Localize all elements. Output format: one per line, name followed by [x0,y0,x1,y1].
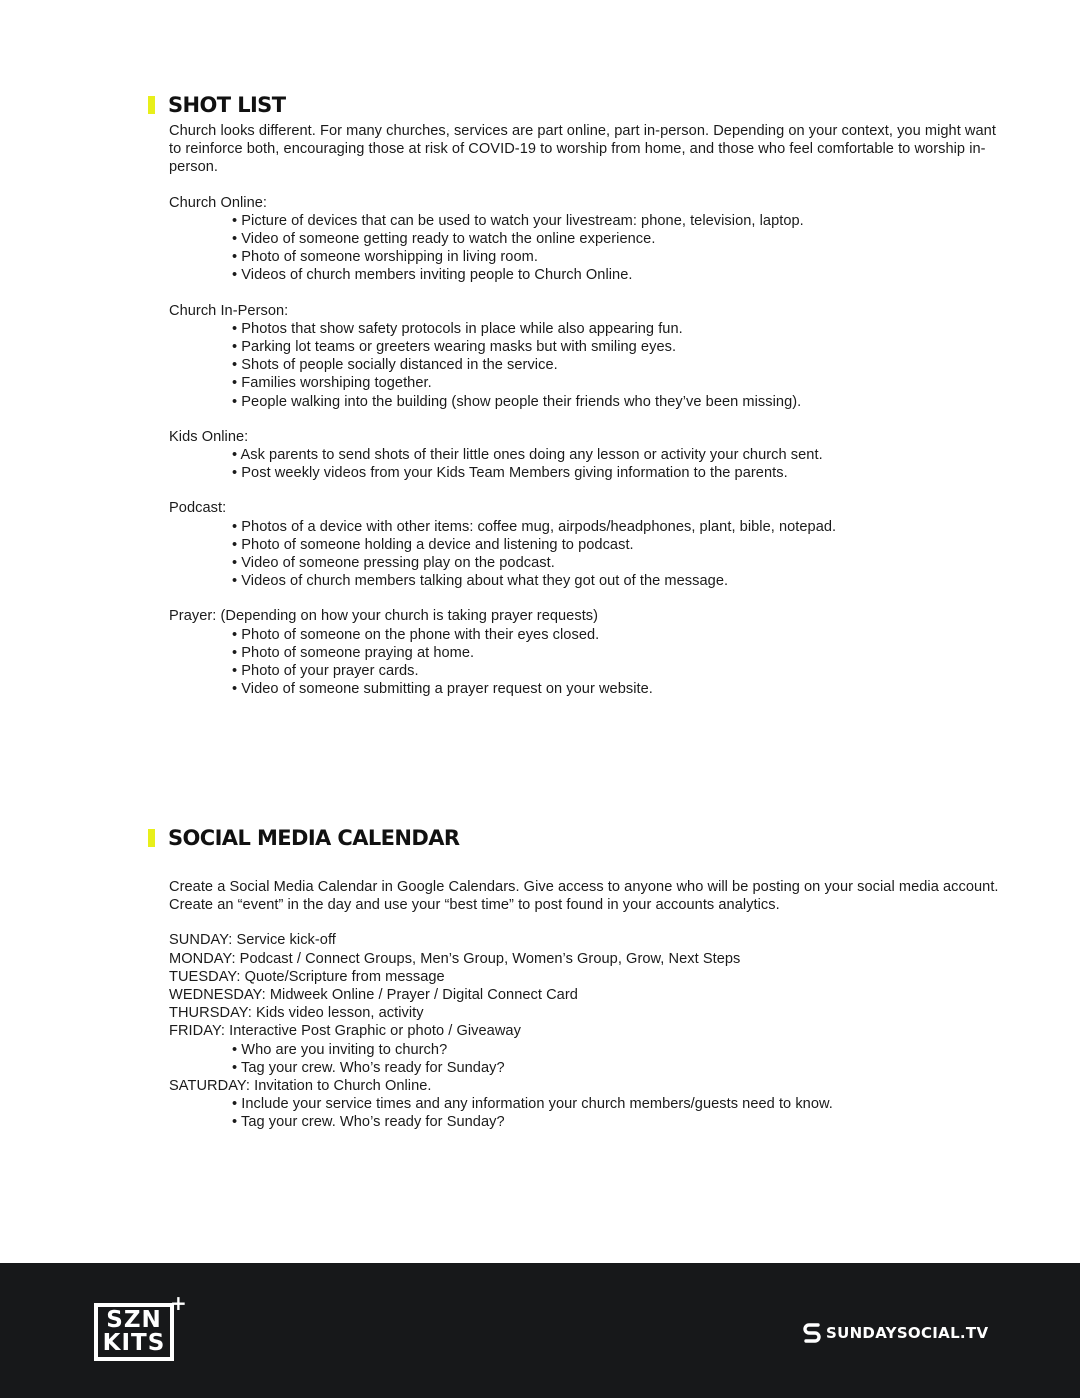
shot-group [169,428,999,483]
list-item-text: Shots of people socially distanced in the service. [241,357,558,374]
heading-accent-bar [148,829,155,847]
shot-list-title: SHOT LIST [168,93,286,117]
list-item [232,266,999,284]
shot-group-title: Church Online: [169,194,268,211]
list-item-text: Photo of someone worshipping in living room. [241,249,538,266]
list-item [232,230,999,248]
calendar-body [169,878,999,1132]
shot-list-heading [148,92,285,118]
szn-kits-logo [94,1291,187,1369]
heading-accent-bar [148,96,155,114]
bullet-list [169,320,999,411]
list-item [232,1041,999,1059]
bullet-list [169,1041,999,1077]
list-item-text: Photo of someone holding a device and listening to podcast. [241,536,634,553]
list-item [232,338,999,356]
bullet-list [169,626,999,699]
list-item-text: Families worshiping together. [241,375,432,392]
bullet-list [169,518,999,591]
list-item-text: Video of someone getting ready to watch the online experience. [241,231,656,248]
list-item [232,626,999,644]
shot-list-body [169,122,999,698]
list-item [232,374,999,392]
list-item [232,554,999,572]
list-item [232,320,999,338]
list-item-text: Videos of church members inviting people to Church Online. [241,267,633,284]
calendar-title: SOCIAL MEDIA CALENDAR [168,826,460,850]
shot-group-title: Church In-Person: [169,302,289,319]
shot-group [169,302,999,411]
calendar-day: FRIDAY: Interactive Post Graphic or photo / Giveaway [169,1023,521,1040]
list-item [232,464,999,482]
list-item [232,356,999,374]
shot-group [169,194,999,285]
list-item-text: Picture of devices that can be used to watch your livestream: phone, television, laptop. [241,212,804,229]
calendar-day: SATURDAY: Invitation to Church Online. [169,1078,432,1095]
sunday-social-logo [802,1321,988,1345]
footer [0,1263,1080,1398]
szn-logo-line1: SZN [106,1307,162,1333]
list-item [232,248,999,266]
shot-group-title: Kids Online: [169,428,249,445]
list-item-text: Photo of someone praying at home. [241,644,475,661]
calendar-day: WEDNESDAY: Midweek Online / Prayer / Digital Connect Card [169,987,578,1004]
list-item-text: Photos of a device with other items: coffee mug, airpods/headphones, plant, bible, notepad. [241,518,837,535]
shot-group [169,499,999,590]
site-url: SUNDAYSOCIAL.TV [826,1324,989,1342]
list-item-text: Tag your crew. Who’s ready for Sunday? [241,1059,505,1076]
shot-group-title: Prayer: (Depending on how your church is taking prayer requests) [169,608,599,625]
list-item-text: Video of someone pressing play on the podcast. [241,555,555,572]
list-item-text: People walking into the building (show people their friends who they’ve been missing). [241,393,802,410]
list-item-text: Parking lot teams or greeters wearing masks but with smiling eyes. [241,339,677,356]
list-item [232,1059,999,1077]
calendar-heading [148,825,459,851]
list-item-text: Photo of your prayer cards. [241,663,419,680]
list-item [232,644,999,662]
list-item [232,1095,999,1113]
list-item [232,572,999,590]
list-item-text: Include your service times and any information your church members/guests need to know. [241,1096,833,1113]
calendar-day: TUESDAY: Quote/Scripture from message [169,968,445,985]
list-item [232,662,999,680]
bullet-list [169,1095,999,1131]
list-item [232,680,999,698]
calendar-days [169,931,999,1131]
bullet-list [169,212,999,285]
list-item-text: Tag your crew. Who’s ready for Sunday? [241,1114,505,1131]
szn-kits-box [94,1303,174,1361]
list-item-text: Photo of someone on the phone with their eyes closed. [241,626,600,643]
list-item-text: Videos of church members talking about what they got out of the message. [241,573,729,590]
list-item [232,446,999,464]
list-item [232,212,999,230]
sunday-social-logo-icon [802,1321,822,1345]
calendar-day: THURSDAY: Kids video lesson, activity [169,1005,424,1022]
list-item-text: Photos that show safety protocols in place while also appearing fun. [241,320,683,337]
list-item-text: Video of someone submitting a prayer request on your website. [241,681,653,698]
calendar-day: SUNDAY: Service kick-off [169,932,336,949]
calendar-intro: Create a Social Media Calendar in Google Calendars. Give access to anyone who will be posting on your social media account. Create an “event” in the day and use your “best time” to post found in your accounts analytics. [169,879,999,914]
plus-icon: + [170,1291,187,1315]
list-item [232,518,999,536]
list-item [232,393,999,411]
szn-logo-line2: KITS [102,1330,166,1356]
list-item-text: Who are you inviting to church? [241,1041,448,1058]
calendar-day: MONDAY: Podcast / Connect Groups, Men’s Group, Women’s Group, Grow, Next Steps [169,950,741,967]
list-item-text: Post weekly videos from your Kids Team Members giving information to the parents. [241,465,788,482]
list-item [232,536,999,554]
shot-list-intro: Church looks different. For many churches, services are part online, part in-person. Depending on your context, you might want to reinforce both, encouraging those at risk of COVID-19 to worship from home, and those who feel comfortable to worship in-person. [169,123,996,176]
bullet-list [169,446,999,482]
shot-group [169,607,999,698]
shot-list-groups [169,194,999,699]
list-item [232,1113,999,1131]
shot-group-title: Podcast: [169,500,227,517]
list-item-text: Ask parents to send shots of their little ones doing any lesson or activity your church sent. [240,447,823,464]
